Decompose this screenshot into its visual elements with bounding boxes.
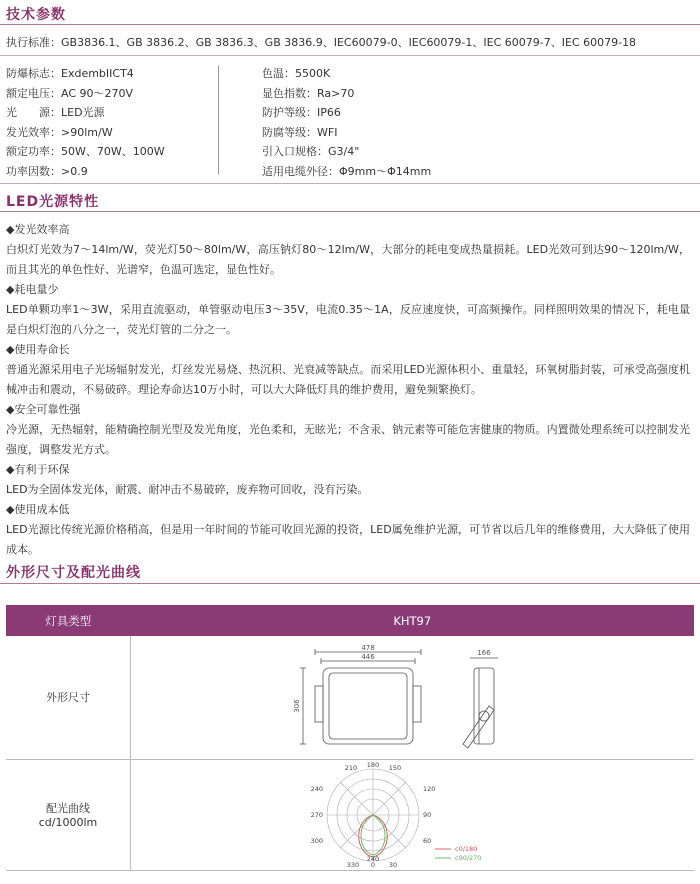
spec-item: 额定功率：50W、70W、100W — [6, 145, 165, 158]
row-label-line: cd/1000lm — [38, 816, 98, 829]
polar-label: 240 — [310, 784, 323, 793]
standards-line: 执行标准：GB3836.1、GB 3836.2、GB 3836.3、GB 3836.9、IEC60079-0、IEC60079-1、IEC 60079-7、IEC 60079-18 — [6, 36, 637, 49]
polar-label: 30 — [388, 860, 397, 869]
dim-inner-width: 446 — [360, 653, 375, 662]
row-label-line: 配光曲线 — [46, 802, 90, 815]
feature-heading: ◆有利于环保 — [6, 463, 70, 476]
spec-item: 功率因数：>0.9 — [6, 164, 88, 178]
table-row — [6, 759, 694, 870]
polar-curve — [293, 761, 533, 869]
polar-label: 330 — [346, 860, 359, 869]
feature-list — [6, 220, 690, 560]
dim-height: 306 — [292, 699, 301, 713]
led-features-title: LED光源特性 — [6, 194, 100, 210]
spec-item: 显色指数：Ra>70 — [262, 86, 355, 100]
spec-right-column — [262, 64, 562, 181]
polar-label: 210 — [344, 763, 357, 772]
polar-label: 0 — [370, 860, 375, 869]
feature-heading: ◆使用寿命长 — [6, 343, 70, 356]
spec-item: 防爆标志：ExdembIICT4 — [6, 67, 134, 80]
feature-text: LED为全固体发光体，耐震、耐冲击不易破碎，废弃物可回收，没有污染。 — [6, 483, 369, 496]
feature-heading: ◆安全可靠性强 — [6, 403, 81, 416]
section-rule — [0, 24, 700, 25]
dim-depth: 166 — [476, 649, 491, 658]
polar-label: 240 — [366, 854, 379, 863]
table-row — [6, 636, 694, 759]
spec-item: 适用电缆外径：Φ9mm～Φ14mm — [262, 164, 432, 178]
section-rule — [0, 211, 700, 212]
spec-item: 光 源：LED光源 — [6, 106, 105, 119]
spec-item: 色温：5500K — [262, 67, 331, 80]
feature-heading: ◆使用成本低 — [6, 503, 70, 516]
polar-label: 180 — [366, 760, 379, 769]
dimensions-title: 外形尺寸及配光曲线 — [6, 565, 141, 581]
tech-params-title: 技术参数 — [6, 7, 66, 23]
legend-c0: c0/180 — [454, 844, 477, 853]
dimension-drawing-cell — [131, 636, 695, 759]
column-divider — [218, 66, 219, 174]
spec-item: 引入口规格：G3/4" — [262, 145, 360, 158]
col-type-header: 灯具类型 — [6, 605, 131, 636]
spec-left-column — [6, 64, 306, 181]
row-label — [6, 759, 131, 870]
divider — [0, 55, 700, 56]
section-rule — [0, 583, 700, 584]
feature-text: LED光源比传统光源价格稍高，但是用一年时间的节能可收回光源的投资，LED属免维护光源，可节省以后几年的维修费用，大大降低了使用成本。 — [6, 523, 690, 556]
feature-text: 白炽灯光效为7～14lm/W，荧光灯50～80lm/W，高压钠灯80～12lm/W，大部分的耗电变成热量损耗。LED光效可到达90～120lm/W，而且其光的单色性好、光谱窄，色温可选定，显色性好。 — [6, 243, 690, 276]
spec-item: 防腐等级：WFI — [262, 125, 338, 139]
feature-heading: ◆耗电量少 — [6, 283, 59, 296]
dimension-drawing — [293, 644, 533, 754]
feature-text: 冷光源，无热辐射，能精确控制光型及发光角度，光色柔和，无眩光；不含汞、钠元素等可能危害健康的物质。内置微处理系统可以控制发光强度，调整发光方式。 — [6, 423, 690, 456]
spec-item: 防护等级：IP66 — [262, 106, 341, 119]
row-label: 外形尺寸 — [6, 636, 131, 759]
divider — [0, 183, 700, 184]
polar-label: 150 — [388, 763, 401, 772]
polar-label: 60 — [422, 836, 431, 845]
spec-item: 发光效率：>90lm/W — [6, 125, 113, 139]
spec-item: 额定电压：AC 90～270V — [6, 86, 134, 100]
table-header — [6, 605, 694, 636]
feature-text: 普通光源采用电子光场辐射发光，灯丝发光易烧、热沉积、光衰减等缺点。而采用LED光源体积小、重量轻，环氧树脂封装，可承受高强度机械冲击和震动，不易破碎。理论寿命达10万小时，可以大大降低灯具的维护费用，避免频繁换灯。 — [6, 363, 690, 396]
dim-outer-width: 478 — [360, 644, 375, 653]
polar-label: 270 — [310, 810, 323, 819]
feature-heading: ◆发光效率高 — [6, 223, 70, 236]
polar-label: 120 — [422, 784, 435, 793]
product-table — [6, 605, 694, 871]
legend-c90: c90/270 — [454, 853, 481, 862]
polar-label: 300 — [310, 836, 323, 845]
feature-text: LED单颗功率1～3W，采用直流驱动，单管驱动电压3～35V，电流0.35～1A，反应速度快，可高频操作。同样照明效果的情况下，耗电量是白炽灯泡的八分之一，荧光灯管的二分之一。 — [6, 303, 690, 336]
polar-curve-cell — [131, 759, 695, 870]
polar-label: 90 — [422, 810, 431, 819]
model-header: KHT97 — [131, 605, 695, 636]
